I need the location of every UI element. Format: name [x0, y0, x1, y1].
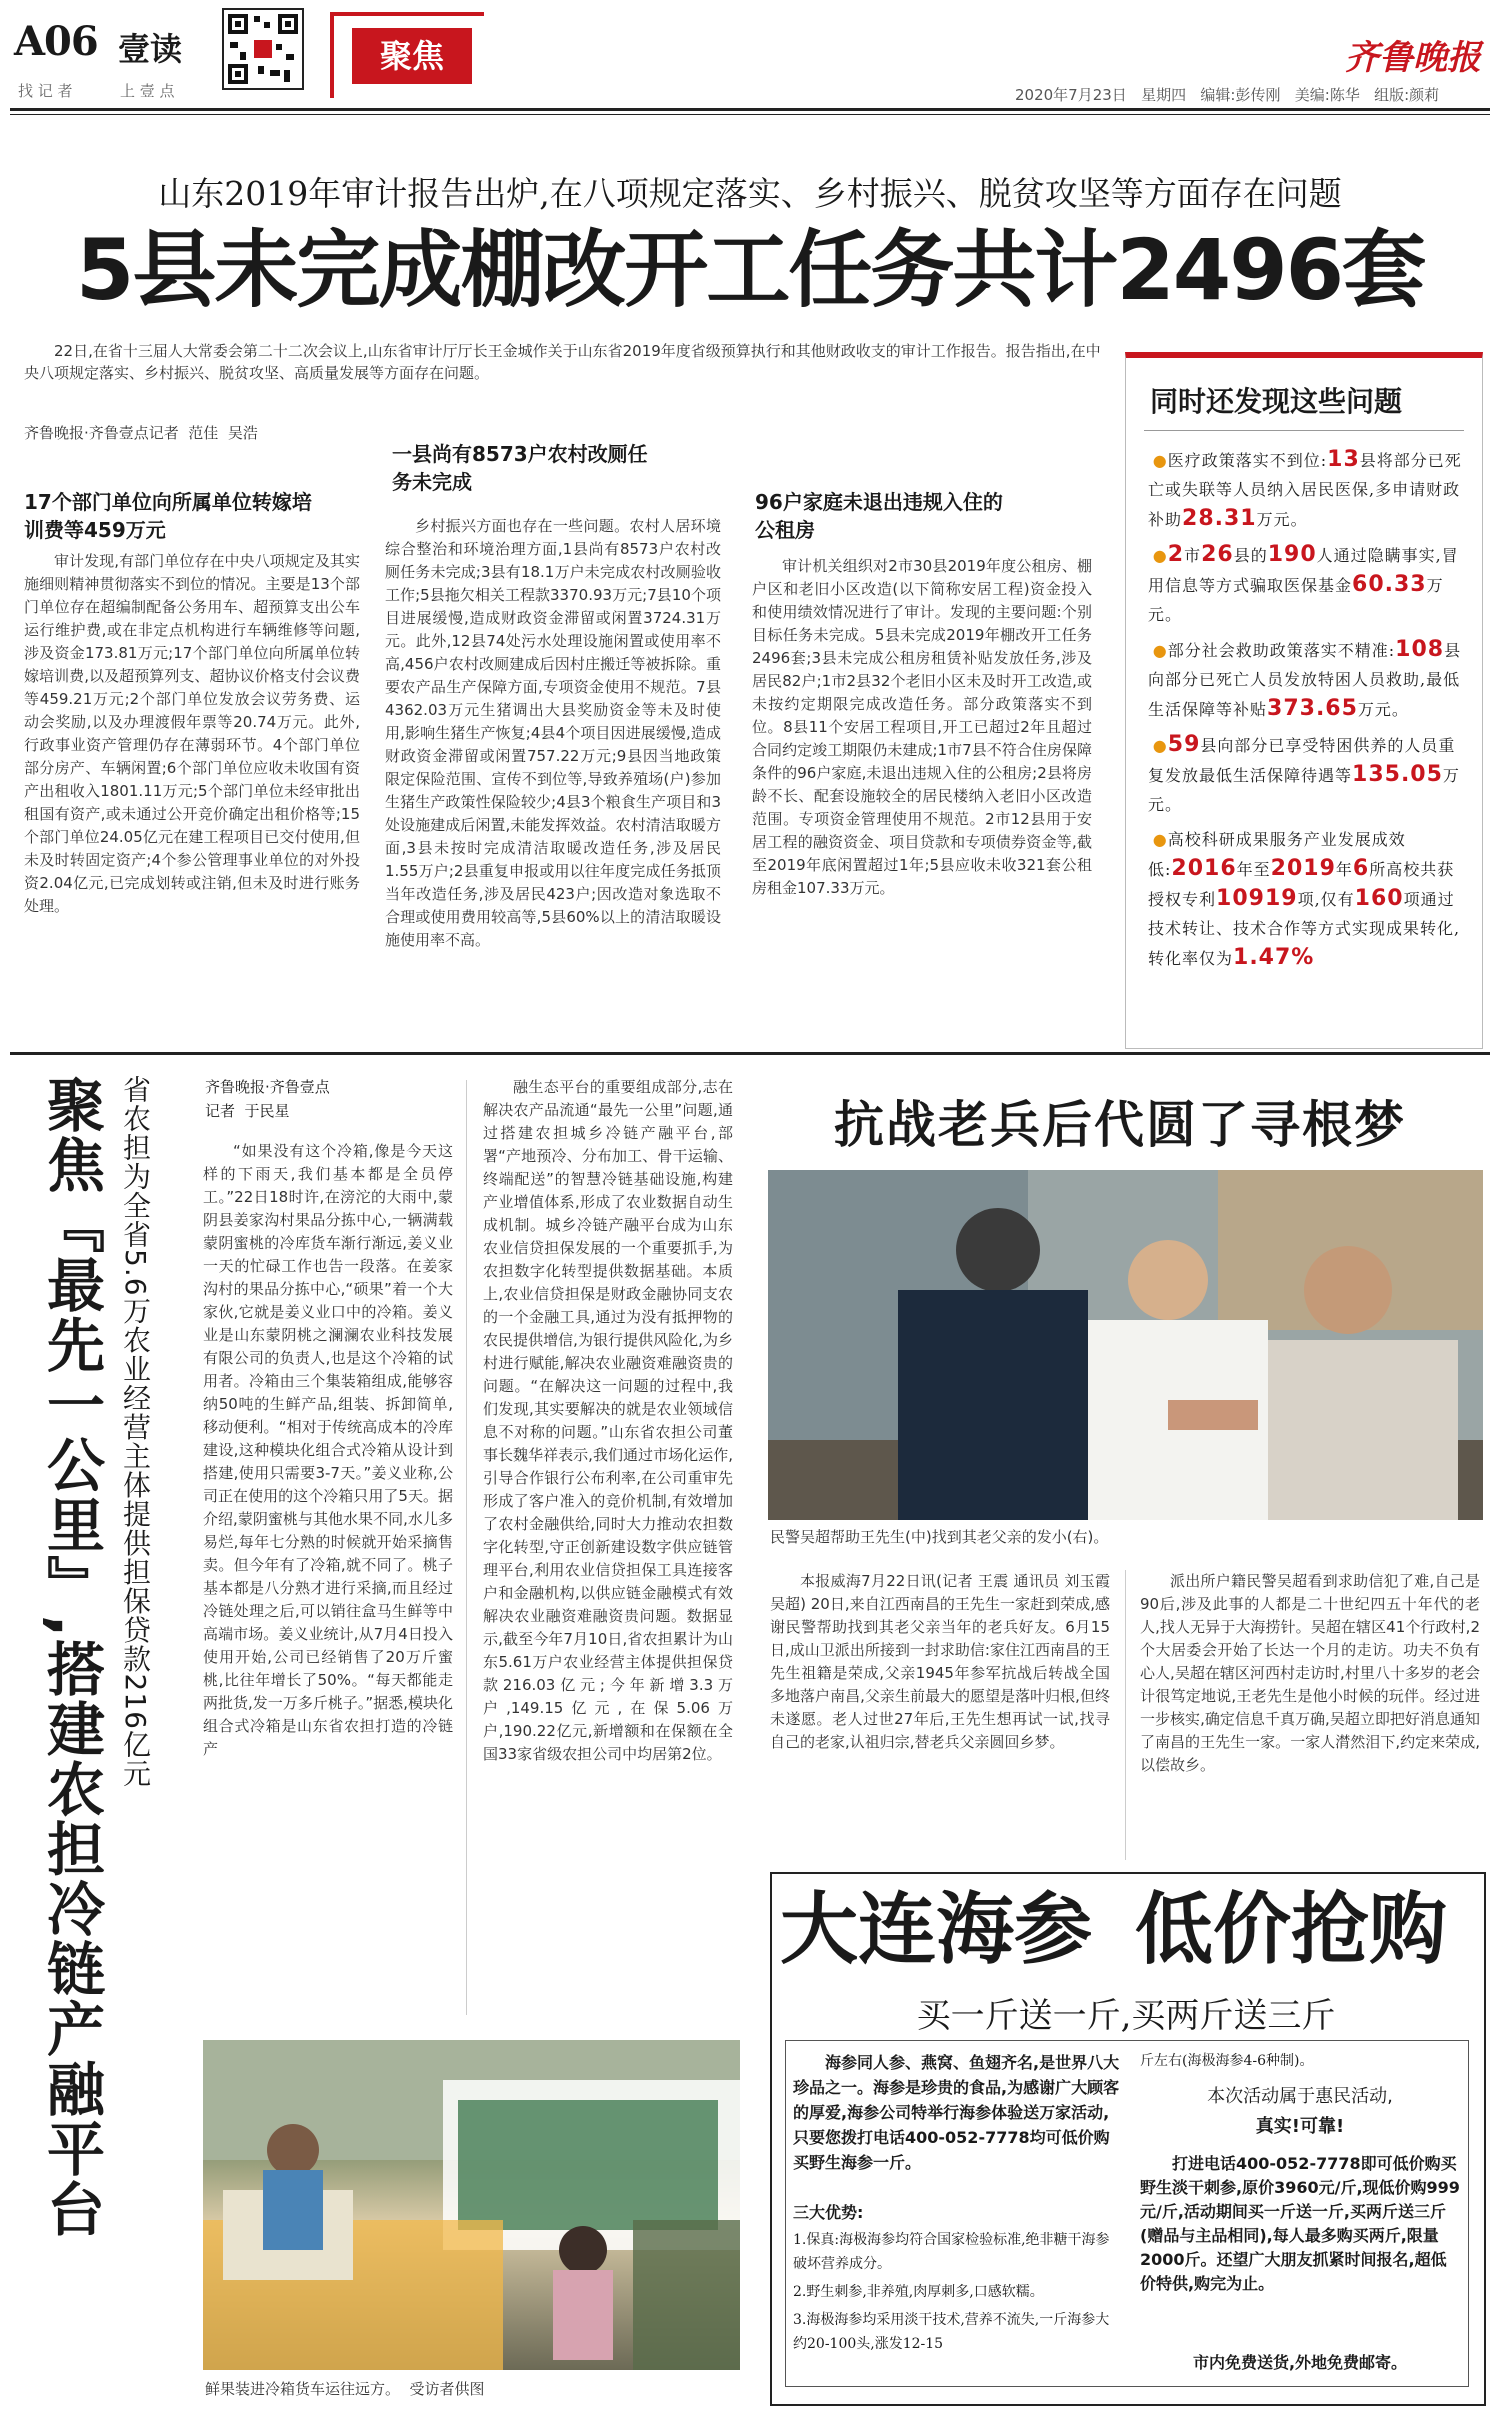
sidebar-figure: 1.47% — [1233, 945, 1315, 970]
sidebar-text: 万元。 — [1357, 700, 1409, 719]
story2-photo-caption: 鲜果装进冷箱货车运往远方。 受访者供图 — [205, 2380, 485, 2398]
sidebar-figure: 2 — [1167, 542, 1185, 567]
ad-title-right: 低价抢购 — [1135, 1885, 1448, 1975]
lead-headline: 5县未完成棚改开工任务共计2496套 — [75, 221, 1425, 319]
header-rule — [10, 108, 1490, 111]
bullet-icon: ● — [1152, 830, 1168, 849]
bullet-icon: ● — [1152, 736, 1168, 755]
bullet-icon: ● — [1152, 451, 1168, 470]
sidebar-text: 县的 — [1233, 546, 1268, 565]
sidebar-title: 同时还发现这些问题 — [1150, 385, 1403, 418]
sidebar-figure: 13 — [1327, 447, 1360, 472]
sidebar-text: 项通过技术转让、技术合作等方式实现成果转化,转化率仅为 — [1148, 890, 1461, 968]
lead-intro: 22日,在省十三届人大常委会第二十二次会议上,山东省审计厅厅长王金城作关于山东省2019年度省级预算执行和其他财政收支的审计工作报告。报告指出,在中央八项规定落实、乡村振兴、脱贫攻坚、高质量发展等方面存在问题。 — [24, 342, 1101, 382]
sidebar-item — [1148, 445, 1464, 534]
sidebar-text: 市 — [1184, 546, 1202, 565]
sidebar-text: 年 — [1335, 860, 1353, 879]
newspaper-logo: 齐鲁晚报 — [1345, 38, 1481, 78]
sidebar-figure: 373.65 — [1267, 696, 1358, 721]
sidebar-text: 县向部分已享受特困供养的人员重复发放最低生活保障待遇等 — [1148, 736, 1456, 785]
story2-vertical-headline: 聚焦『最先一公里』,搭建农担冷链产融平台 — [37, 1075, 105, 2240]
col3-subhead: 96户家庭未退出违规入住的公租房 — [755, 490, 1003, 542]
story2-photo — [203, 2040, 740, 2370]
sidebar-text: 医疗政策落实不到位: — [1167, 451, 1328, 470]
qr-code-icon — [222, 8, 304, 90]
header-sub-left: 找 记 者 — [18, 82, 73, 100]
sidebar-text: 部分社会救助政策落实不精准: — [1167, 641, 1396, 660]
header-rule-thin — [10, 114, 1490, 115]
sidebar-item — [1148, 730, 1464, 819]
sidebar-item — [1148, 540, 1464, 629]
header-sub-right: 上 壹 点 — [120, 82, 175, 100]
sidebar-figure: 6 — [1352, 856, 1370, 881]
date-line: 2020年7月23日 星期四 编辑:彭传刚 美编:陈华 组版:颜莉 — [1015, 86, 1440, 104]
ad-right-line2: 真实!可靠! — [1255, 2116, 1345, 2137]
sidebar-text: 县向部分已死亡人员发放特困人员救助,最低生活保障等补贴 — [1148, 641, 1462, 719]
sidebar-figure: 108 — [1395, 637, 1445, 662]
story2-col1: “如果没有这个冷箱,像是今天这样的下雨天,我们基本都是全员停工。”22日18时许,在滂沱的大雨中,蒙阴县姜家沟村果品分拣中心,一辆满载蒙阴蜜桃的冷库货车渐行渐远,姜义业一天的忙碌工作也告一段落。在姜家沟村的果品分拣中心,“硕果”着一个大家伙,它就是姜义业口中的冷箱。姜义业是山东蒙阴桃之澜澜农业科技发展有限公司的负责人,也是这个冷箱的试用者。冷箱由三个集装箱组成,能够容纳50吨的生鲜产品,组装、拆卸简单,移动便利。“相对于传统高成本的冷库建设,这种模块化组合式冷箱从设计到搭建,使用只需要3-7天。”姜义业称,公司正在使用的这个冷箱只用了5天。据介绍,蒙阴蜜桃与其他水果不同,水儿多易烂,每年七分熟的时候就开始采摘售卖。但今年有了冷箱,就不同了。桃子基本都是八分熟才进行采摘,而且经过冷链处理之后,可以销往盒马生鲜等中高端市场。姜义业统计,从7月4日投入使用开始,公司已经销售了20万斤蜜桃,比往年增长了50%。“每天都能走两批货,发一万多斤桃子。”据悉,模块化组合式冷箱是山东省农担打造的冷链产 — [203, 1142, 453, 1758]
ad-title-left: 大连海参 — [780, 1885, 1093, 1975]
section-badge: 聚焦 — [352, 28, 472, 84]
page-number: A06 — [14, 18, 98, 65]
sidebar-figure: 10919 — [1216, 886, 1298, 911]
bullet-icon: ● — [1152, 641, 1168, 660]
col2-body: 乡村振兴方面也存在一些问题。农村人居环境综合整治和环境治理方面,1县尚有8573户农村改厕任务未完成;3县有18.1万户未完成农村改厕验收工作;5县拖欠相关工程款3370.93万元;7县10个项目进展缓慢,造成财政资金滞留或闲置3724.31万元。此外,12县74处污水处理设施闲置或使用率不高,456户农村改厕建成后因村庄搬迁等被拆除。重要农产品生产保障方面,专项资金使用不规范。7县4362.03万元生猪调出大县奖励资金等未及时使用,影响生猪生产恢复;4县4个项目因进展缓慢,造成财政资金滞留或闲置757.22万元;9县因当地政策限定保险范围、宣传不到位等,导致养殖场(户)参加生猪生产政策性保险较少;4县3个粮食生产项目和3处设施建成后闲置,未能发挥效益。农村清洁取暖方面,3县未按时完成清洁取暖改造任务,涉及居民1.55万户;2县重复申报或用以往年度完成任务抵顶当年改造任务,涉及居民423户;因改造对象选取不合理或使用费用较高等,5县60%以上的清洁取暖设施使用率不高。 — [385, 517, 721, 949]
story3-body-left: 本报威海7月22日讯(记者 王震 通讯员 刘玉霞 吴超) 20日,来自江西南昌的王先生一家赶到荣成,感谢民警帮助找到其老父亲当年的老兵好友。6月15日,成山卫派出所接到一封求助信:家住江西南昌的王先生祖籍是荣成,父亲1945年参军抗战后转战全国多地落户南昌,父亲生前最大的愿望是落叶归根,但终未遂愿。老人过世27年后,王先生想再试一试,找寻自己的老家,认祖归宗,替老兵父亲圆回乡梦。 — [770, 1572, 1110, 1751]
story3-photo — [768, 1170, 1483, 1520]
ad-right-line1: 本次活动属于惠民活动, — [1207, 2086, 1393, 2107]
sidebar-figure: 28.31 — [1182, 506, 1257, 531]
story2-col2: 融生态平台的重要组成部分,志在解决农产品流通“最先一公里”问题,通过搭建农担城乡冷链产融平台,部署“产地预冷、分布加工、骨干运输、终端配送”的智慧冷链基础设施,构建产业增值体系,形成了农业数据自动生成机制。城乡冷链产融平台成为山东农业信贷担保发展的一个重要抓手,为农担数字化转型提供数据基础。本质上,农业信贷担保是财政金融协同支农的一个金融工具,通过为没有抵押物的农民提供增信,为银行提供风险化,为乡村进行赋能,解决农业融资难融资贵的问题。“在解决这一问题的过程中,我们发现,其实要解决的就是农业领域信息不对称的问题。”山东省农担公司董事长魏华祥表示,我们通过市场化运作,引导合作银行公布利率,在公司重审先形成了客户准入的竞价机制,有效增加了农村金融供给,同时大力推动农担数字化转型,守正创新建设数字供应链管理平台,利用农业信贷担保工具连接客户和金融机构,以供应链金融模式有效解决农业融资难融资贵问题。数据显示,截至今年7月10日,省农担累计为山东5.61万户农业经营主体提供担保贷款216.03亿元;今年新增3.3万户,149.15亿元,在保5.06万户,190.22亿元,新增额和在保额在全国33家省级农担公司中均居第2位。 — [483, 1078, 733, 1763]
col1-subhead: 17个部门单位向所属单位转嫁培训费等459万元 — [24, 490, 312, 542]
sidebar-text: 年至 — [1236, 860, 1271, 879]
section-name: 壹读 — [118, 30, 183, 68]
story2-vertical-subhead: 省农担为全省5.6万农业经营主体提供担保贷款216亿元 — [119, 1075, 152, 1788]
sidebar-item — [1148, 825, 1464, 973]
sidebar-text: 项,仅有 — [1297, 890, 1355, 909]
sidebar-text: 高校科研成果服务产业发展成效低: — [1148, 830, 1406, 879]
ad-right-note: 斤左右(海极海参4-6种制)。 — [1140, 2053, 1314, 2069]
ad-advantages-list — [793, 2228, 1123, 2360]
story2-col-rule — [466, 1080, 467, 2015]
story3-col-rule — [1125, 1570, 1126, 1860]
sidebar-item — [1148, 635, 1464, 724]
story2-byline1: 齐鲁晚报·齐鲁壹点 — [205, 1078, 330, 1096]
sidebar-box — [1125, 352, 1483, 1049]
lead-kicker: 山东2019年审计报告出炉,在八项规定落实、乡村振兴、脱贫攻坚等方面存在问题 — [158, 174, 1342, 213]
sidebar-text: 所高校共获授权专利 — [1148, 860, 1455, 909]
sidebar-list — [1148, 445, 1464, 973]
ad-advantage-item: 3.海极海参均采用淡干技术,营养不流失,一斤海参大约20-100头,涨发12-15 — [793, 2312, 1110, 2352]
ad-right-offer: 打进电话400-052-7778即可低价购买野生淡干刺参,原价3960元/斤,现低价购999元/斤,活动期间买一斤送一斤,买两斤送三斤(赠品与主品相同),每人最多购买两斤,限量2000斤。还望广大朋友抓紧时间报名,超低价特供,购完为止。 — [1140, 2154, 1460, 2293]
sidebar-figure: 135.05 — [1352, 762, 1443, 787]
ad-right-delivery: 市内免费送货,外地免费邮寄。 — [1192, 2353, 1408, 2372]
story3-photo-caption: 民警吴超帮助王先生(中)找到其老父亲的发小(右)。 — [770, 1528, 1109, 1546]
sidebar-text: 人通过隐瞒事实,冒用信息等方式骗取医保基金 — [1148, 546, 1459, 595]
lead-byline: 齐鲁晚报·齐鲁壹点记者 范佳 吴浩 — [24, 424, 258, 442]
sidebar-text: 万元。 — [1148, 576, 1444, 624]
sidebar-figure: 2016 — [1171, 856, 1237, 881]
sidebar-title-rule — [1144, 430, 1464, 431]
ad-subtitle: 买一斤送一斤,买两斤送三斤 — [916, 1996, 1336, 2036]
ad-intro: 海参同人参、燕窝、鱼翅齐名,是世界八大珍品之一。海参是珍贵的食品,为感谢广大顾客的厚爱,海参公司特举行海参体验送万家活动,只要您拨打电话400-052-7778均可低价购买野生海参一斤。 — [793, 2053, 1120, 2172]
ad-advantage-item: 2.野生刺参,非养殖,肉厚刺多,口感软糯。 — [793, 2284, 1044, 2300]
ad-advantages-title: 三大优势: — [793, 2203, 864, 2222]
sidebar-figure: 2019 — [1270, 856, 1336, 881]
sidebar-text: 万元。 — [1256, 510, 1308, 529]
sidebar-figure: 26 — [1201, 542, 1234, 567]
sidebar-figure: 60.33 — [1352, 572, 1427, 597]
section-divider — [10, 1052, 1490, 1055]
story3-body-right: 派出所户籍民警吴超看到求助信犯了难,自己是90后,涉及此事的人都是二十世纪四五十年代的老人,找人无异于大海捞针。吴超在辖区41个行政村,2个大居委会开始了长达一个月的走访。功夫不负有心人,吴超在辖区河西村走访时,村里八十多岁的老会计很笃定地说,王老先生是他小时候的玩伴。经过进一步核实,确定信息千真万确,吴超立即把好消息通知了南昌的王先生一家。一家人潸然泪下,约定来荣成,以偿故乡。 — [1140, 1572, 1480, 1774]
col1-body: 审计发现,有部门单位存在中央八项规定及其实施细则精神贯彻落实不到位的情况。主要是13个部门单位存在超编制配备公务用车、超预算支出公车运行维护费,或在非定点机构进行车辆维修等问题,涉及资金173.81万元;17个部门单位向所属单位转嫁培训费,以及超预算列支、超协议价格支付会议费等459.21万元;2个部门单位发放会议劳务费、运动会奖励,以及办理渡假年票等20.74万元。此外,行政事业资产管理仍存在薄弱环节。4个部门单位部分房产、车辆闲置;6个部门单位应收未收国有资产出租收入1801.11万元;5个部门单位未经审批出租国有资产,或未通过公开竞价确定出租价格等;15个部门单位24.05亿元在建工程项目已交付使用,但未及时转固定资产;4个参公管理事业单位的对外投资2.04亿元,已完成划转或注销,但未及时进行账务处理。 — [24, 552, 360, 915]
sidebar-figure: 190 — [1267, 542, 1317, 567]
bullet-icon: ● — [1152, 546, 1168, 565]
col3-body: 审计机关组织对2市30县2019年度公租房、棚户区和老旧小区改造(以下简称安居工程)资金投入和使用绩效情况进行了审计。发现的主要问题:个别目标任务未完成。5县未完成2019年棚改开工任务2496套;3县未完成公租房租赁补贴发放任务,涉及居民82户;1市2县32个老旧小区未及时开工改造,或未按约定期限完成改造任务。部分政策落实不到位。8县11个安居工程项目,开工已超过2年且超过合同约定竣工期限仍未建成;1市7县不符合住房保障条件的96户家庭,未退出违规入住的公租房;2县将房龄不长、配套设施较全的居民楼纳入老旧小区改造范围。专项资金管理使用不规范。2市12县用于安居工程的融资资金、项目贷款和专项债券资金等,截至2019年底闲置超过1年;5县应收未收321套公租房租金107.33万元。 — [752, 557, 1092, 897]
story2-byline2: 记者 于民星 — [205, 1102, 290, 1120]
sidebar-text: 万元。 — [1148, 766, 1460, 814]
sidebar-text: 县将部分已死亡或失联等人员纳入居民医保,多申请财政补助 — [1148, 451, 1462, 529]
ad-advantage-item: 1.保真:海极海参均符合国家检验标准,绝非糖干海参破坏营养成分。 — [793, 2232, 1110, 2272]
sidebar-figure: 160 — [1354, 886, 1404, 911]
story3-headline: 抗战老兵后代圆了寻根梦 — [834, 1096, 1406, 1154]
sidebar-figure: 59 — [1167, 732, 1201, 757]
col2-subhead: 一县尚有8573户农村改厕任务未完成 — [392, 442, 648, 494]
